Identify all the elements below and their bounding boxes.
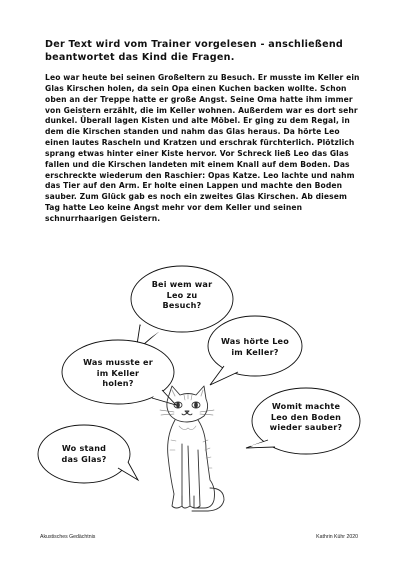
cat-icon — [148, 384, 228, 514]
footer-left: Akustisches Gedächtnis — [40, 534, 96, 540]
question-3: Was musste er im Keller holen? — [83, 357, 153, 388]
question-1: Bei wem war Leo zu Besuch? — [151, 279, 213, 310]
question-4: Womit machte Leo den Boden wieder sauber? — [269, 401, 343, 432]
question-2: Was hörte Leo im Keller? — [220, 336, 290, 357]
story-text: Leo war heute bei seinen Großeltern zu Besuch. Er musste im Keller ein Glas Kirschen holen, da sein Opa einen Kuchen backen wollte. Schon oben an der Treppe hatte er große Angst. Seine Oma hatte ihm immer von Geistern erzählt, die im Keller wohnen. Außerdem war es dort sehr dunkel. Überall lagen Kisten und alte Möbel. Er ging zu dem Regal, in dem die Kirschen standen und nahm das Glas heraus. Da hörte Leo einen lautes Rascheln und Kratzen und erschrak fürchterlich. Plötzlich sprang etwas hinter einer Kiste hervor. Vor Schreck ließ Leo das Glas fallen und die Kirschen landeten mit einem Knall auf dem Boden. Das erschreckte wiederum den Raschier: Opas Katze. Leo lachte und nahm das Tier auf den Arm. Er holte einen Lappen und machte den Boden sauber. Zum Glück gab es noch ein zweites Glas Kirschen. Ab diesem Tag hatte Leo keine Angst mehr vor dem Keller und seinen schnurrhaarigen Geistern. — [45, 73, 360, 223]
footer-right: Kathrin Kühr 2020 — [316, 534, 358, 540]
instruction-heading: Der Text wird vom Trainer vorgelesen - anschließend beantwortet das Kind die Fragen. — [45, 39, 344, 63]
question-5: Wo stand das Glas? — [61, 443, 107, 464]
